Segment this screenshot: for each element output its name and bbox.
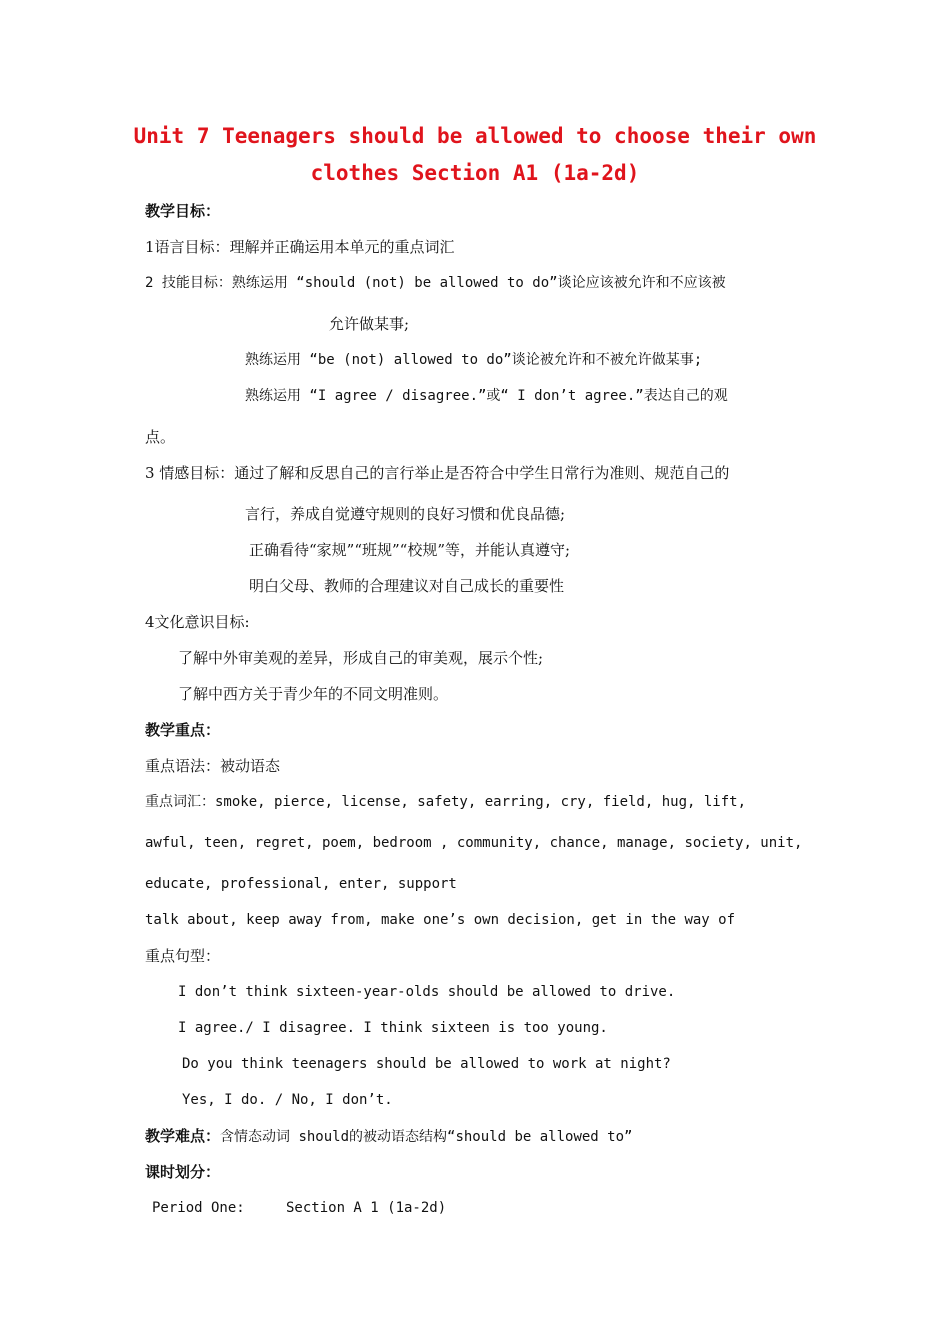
title-line-2: clothes Section A1 (1a-2d) <box>310 161 640 185</box>
key-sentences-heading: 重点句型： <box>145 947 221 965</box>
culture-1: 了解中外审美观的差异，形成自己的审美观，展示个性; <box>178 649 544 667</box>
key-sentence-3: Do you think teenagers should be allowed to work at night? <box>182 1056 671 1072</box>
key-points-heading: 教学重点： <box>145 721 221 739</box>
key-vocab-3: educate, professional, enter, support <box>145 876 457 892</box>
objective-skill-1: 2 技能目标：熟练运用 “should (not) be allowed to do”谈论应该被允许和不应该被 <box>145 275 726 291</box>
key-sentence-2: I agree./ I disagree. I think sixteen is too young. <box>178 1020 608 1036</box>
key-vocab-1: 重点词汇：smoke, pierce, license, safety, earring, cry, field, hug, lift, <box>145 794 747 810</box>
objective-skill-3: 熟练运用 “I agree / disagree.”或“ I don’t agree.”表达自己的观 <box>245 388 728 404</box>
objective-emotion-1: 3 情感目标：通过了解和反思自己的言行举止是否符合中学生日常行为准则、规范自己的 <box>145 464 730 482</box>
key-sentence-4: Yes, I do. / No, I don’t. <box>182 1092 393 1108</box>
key-sentence-1: I don’t think sixteen-year-olds should be allowed to drive. <box>178 984 676 1000</box>
objective-skill-3-cont: 点。 <box>145 428 176 446</box>
difficulty-line <box>145 1126 632 1147</box>
periods-heading: 课时划分： <box>145 1163 221 1181</box>
difficulty-heading: 教学难点： <box>145 1127 221 1145</box>
culture-heading: 4文化意识目标: <box>145 613 250 631</box>
key-grammar: 重点语法：被动语态 <box>145 757 281 775</box>
period-label: Period One: <box>152 1200 245 1216</box>
period-value: Section A 1 (1a-2d) <box>286 1200 447 1216</box>
key-vocab-2: awful, teen, regret, poem, bedroom , community, chance, manage, society, unit, <box>145 835 803 851</box>
objective-emotion-4: 明白父母、教师的合理建议对自己成长的重要性 <box>249 577 565 595</box>
objective-skill-2: 熟练运用 “be (not) allowed to do”谈论被允许和不被允许做某事; <box>245 352 703 368</box>
objectives-heading: 教学目标： <box>145 202 221 220</box>
title-line-1: Unit 7 Teenagers should be allowed to choose their own <box>133 124 817 148</box>
objective-emotion-3: 正确看待“家规”“班规”“校规”等，并能认真遵守; <box>249 541 571 559</box>
key-vocab-4: talk about, keep away from, make one’s own decision, get in the way of <box>145 912 736 928</box>
objective-emotion-2: 言行，养成自觉遵守规则的良好习惯和优良品德; <box>245 505 566 523</box>
objective-skill-1-cont: 允许做某事; <box>329 315 410 333</box>
objective-language: 1语言目标：理解并正确运用本单元的重点词汇 <box>145 238 455 256</box>
culture-2: 了解中西方关于青少年的不同文明准则。 <box>178 685 449 703</box>
difficulty-text: 含情态动词 should的被动语态结构“should be allowed to” <box>220 1129 633 1145</box>
